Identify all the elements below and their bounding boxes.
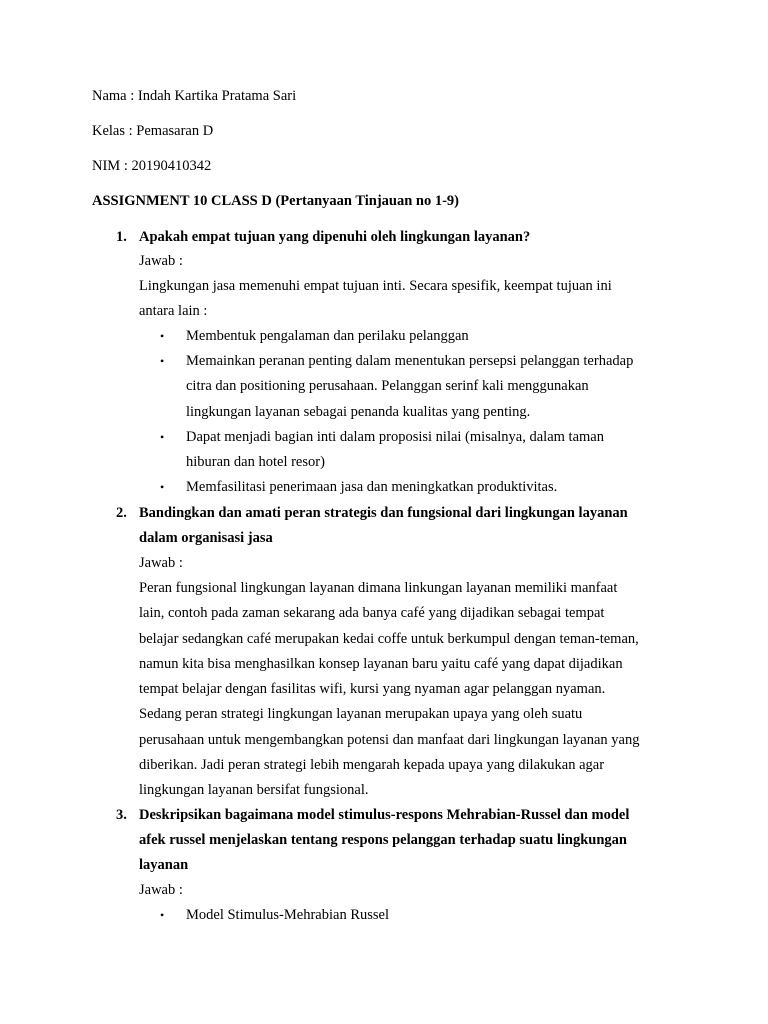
answer-line: Lingkungan jasa memenuhi empat tujuan inti. Secara spesifik, keempat tujuan ini xyxy=(139,278,612,294)
question-number: 1. xyxy=(116,229,127,245)
question-title: Apakah empat tujuan yang dipenuhi oleh lingkungan layanan? xyxy=(139,229,531,245)
answer-line: antara lain : xyxy=(139,303,208,319)
answer-line: Peran fungsional lingkungan layanan dimana linkungan layanan memiliki manfaat xyxy=(139,580,618,596)
answer-line: lingkungan layanan bersifat fungsional. xyxy=(139,782,369,798)
bullet-text: hiburan dan hotel resor) xyxy=(186,454,325,470)
bullet-icon: • xyxy=(160,908,165,922)
student-name: Nama : Indah Kartika Pratama Sari xyxy=(92,88,297,104)
answer-line: Sedang peran strategi lingkungan layanan merupakan upaya yang oleh suatu xyxy=(139,706,583,722)
question-title: dalam organisasi jasa xyxy=(139,530,273,546)
question-title: Bandingkan dan amati peran strategis dan fungsional dari lingkungan layanan xyxy=(139,505,628,521)
answer-line: namun kita bisa menghasilkan konsep layanan baru yaitu café yang dapat dijadikan xyxy=(139,656,623,672)
bullet-text: Memfasilitasi penerimaan jasa dan meningkatkan produktivitas. xyxy=(186,479,558,495)
bullet-icon: • xyxy=(160,480,165,494)
question-title: afek russel menjelaskan tentang respons pelanggan terhadap suatu lingkungan xyxy=(139,832,627,848)
question-title: Deskripsikan bagaimana model stimulus-respons Mehrabian-Russel dan model xyxy=(139,807,630,823)
question-number: 3. xyxy=(116,807,127,823)
answer-line: lain, contoh pada zaman sekarang ada banya café yang dijadikan sebagai tempat xyxy=(139,605,605,621)
bullet-icon: • xyxy=(160,354,165,368)
answer-label: Jawab : xyxy=(139,555,183,571)
answer-line: diberikan. Jadi peran strategi lebih mengarah kepada upaya yang dilakukan agar xyxy=(139,757,605,773)
bullet-text: Dapat menjadi bagian inti dalam proposisi nilai (misalnya, dalam taman xyxy=(186,429,604,445)
student-class: Kelas : Pemasaran D xyxy=(92,123,214,139)
answer-label: Jawab : xyxy=(139,253,183,269)
bullet-icon: • xyxy=(160,430,165,444)
answer-label: Jawab : xyxy=(139,882,183,898)
bullet-icon: • xyxy=(160,329,165,343)
question-number: 2. xyxy=(116,505,127,521)
assignment-title: ASSIGNMENT 10 CLASS D (Pertanyaan Tinjauan no 1-9) xyxy=(92,193,460,209)
answer-line: perusahaan untuk mengembangkan potensi dan manfaat dari lingkungan layanan yang xyxy=(139,732,640,748)
answer-line: belajar sedangkan café merupakan kedai coffe untuk berkumpul dengan teman-teman, xyxy=(139,631,639,647)
bullet-text: Memainkan peranan penting dalam menentukan persepsi pelanggan terhadap xyxy=(186,353,634,369)
bullet-text: Membentuk pengalaman dan perilaku pelanggan xyxy=(186,328,469,344)
bullet-text: lingkungan layanan sebagai penanda kualitas yang penting. xyxy=(186,404,531,420)
answer-line: tempat belajar dengan fasilitas wifi, kursi yang nyaman agar pelanggan nyaman. xyxy=(139,681,606,697)
student-nim: NIM : 20190410342 xyxy=(92,158,212,174)
bullet-text: Model Stimulus-Mehrabian Russel xyxy=(186,907,389,923)
bullet-text: citra dan positioning perusahaan. Pelanggan serinf kali menggunakan xyxy=(186,378,589,394)
question-title: layanan xyxy=(139,857,189,873)
